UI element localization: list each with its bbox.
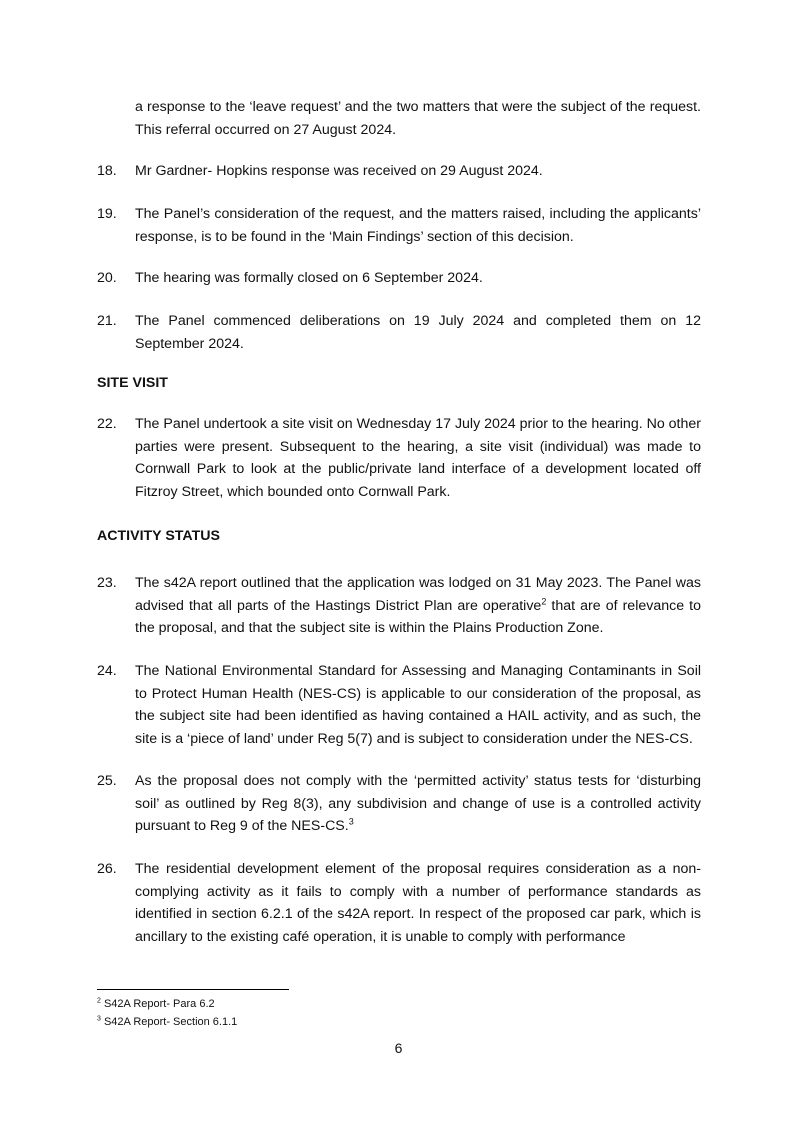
- paragraph-22: [97, 413, 701, 503]
- text-part: The s42A report outlined that the application was lodged on 31 May 2023. The Panel was advised that all parts of the Hastings District Plan are operative: [135, 575, 701, 614]
- footnote-ref: 2: [541, 595, 547, 606]
- paragraph-19: [97, 203, 701, 248]
- footnote-mark: 2: [97, 997, 101, 1005]
- paragraph-text: The Panel commenced deliberations on 19 July 2024 and completed them on 12 September 2024.: [135, 313, 701, 352]
- paragraph-text: Mr Gardner- Hopkins response was received on 29 August 2024.: [135, 163, 543, 179]
- paragraph-18: [97, 160, 701, 183]
- paragraph-number: 26.: [97, 861, 117, 877]
- paragraph-text: a response to the ‘leave request’ and the two matters that were the subject of the request. This referral occurred on 27 August 2024.: [135, 99, 701, 138]
- text-part: that are of relevance to the proposal, and that the subject site is within the Plains Production Zone.: [135, 597, 701, 636]
- paragraph-number: 18.: [97, 163, 117, 179]
- footnote-ref: 3: [348, 816, 354, 827]
- section-heading-site-visit: SITE VISIT: [97, 375, 168, 391]
- paragraph-number: 25.: [97, 773, 117, 789]
- paragraph-text: The National Environmental Standard for Assessing and Managing Contaminants in Soil to Protect Human Health (NES-CS) is applicable to our consideration of the proposal, as the subject site had been identified as having contained a HAIL activity, and as such, the site is a ‘piece of land’ under Reg 5(7) and is subject to consideration under the NES-CS.: [135, 663, 701, 747]
- continuation-paragraph: [135, 96, 701, 141]
- footnote-divider: [97, 989, 289, 990]
- footnote-text: S42A Report- Section 6.1.1: [100, 1016, 238, 1028]
- paragraph-20: [97, 267, 701, 290]
- footnote: [97, 997, 215, 1011]
- text-part: As the proposal does not comply with the ‘permitted activity’ status tests for ‘disturbing soil’ as outlined by Reg 8(3), any subdivision and change of use is a controlled activity pursuant to Reg 9 of the NES-CS.: [135, 773, 701, 834]
- paragraph-23: [97, 572, 701, 640]
- paragraph-text: The residential development element of the proposal requires consideration as a non-complying activity as it fails to comply with a number of performance standards as identified in section 6.2.1 of the s42A report. In respect of the proposed car park, which is ancillary to the existing café operation, it is unable to comply with performance: [135, 861, 701, 945]
- paragraph-21: [97, 310, 701, 355]
- footnote: [97, 1015, 237, 1029]
- footnote-mark: 3: [97, 1015, 101, 1023]
- paragraph-number: 20.: [97, 270, 117, 286]
- paragraph-number: 24.: [97, 663, 117, 679]
- paragraph-26: [97, 858, 701, 948]
- section-heading-activity-status: ACTIVITY STATUS: [97, 528, 220, 544]
- paragraph-text: [135, 572, 701, 640]
- paragraph-number: 22.: [97, 416, 117, 432]
- paragraph-number: 21.: [97, 313, 117, 329]
- page-number: 6: [394, 1040, 403, 1056]
- paragraph-text: [135, 770, 701, 838]
- paragraph-24: [97, 660, 701, 750]
- paragraph-text: The Panel undertook a site visit on Wednesday 17 July 2024 prior to the hearing. No other parties were present. Subsequent to the hearing, a site visit (individual) was made to Cornwall Park to look at the public/private land interface of a development located off Fitzroy Street, which bounded onto Cornwall Park.: [135, 416, 702, 500]
- footnote-text: S42A Report- Para 6.2: [100, 998, 215, 1010]
- paragraph-25: [97, 770, 701, 838]
- paragraph-text: The Panel’s consideration of the request, and the matters raised, including the applicants’ response, is to be found in the ‘Main Findings’ section of this decision.: [135, 206, 701, 245]
- paragraph-number: 23.: [97, 575, 117, 591]
- paragraph-number: 19.: [97, 206, 117, 222]
- paragraph-text: The hearing was formally closed on 6 September 2024.: [135, 270, 483, 286]
